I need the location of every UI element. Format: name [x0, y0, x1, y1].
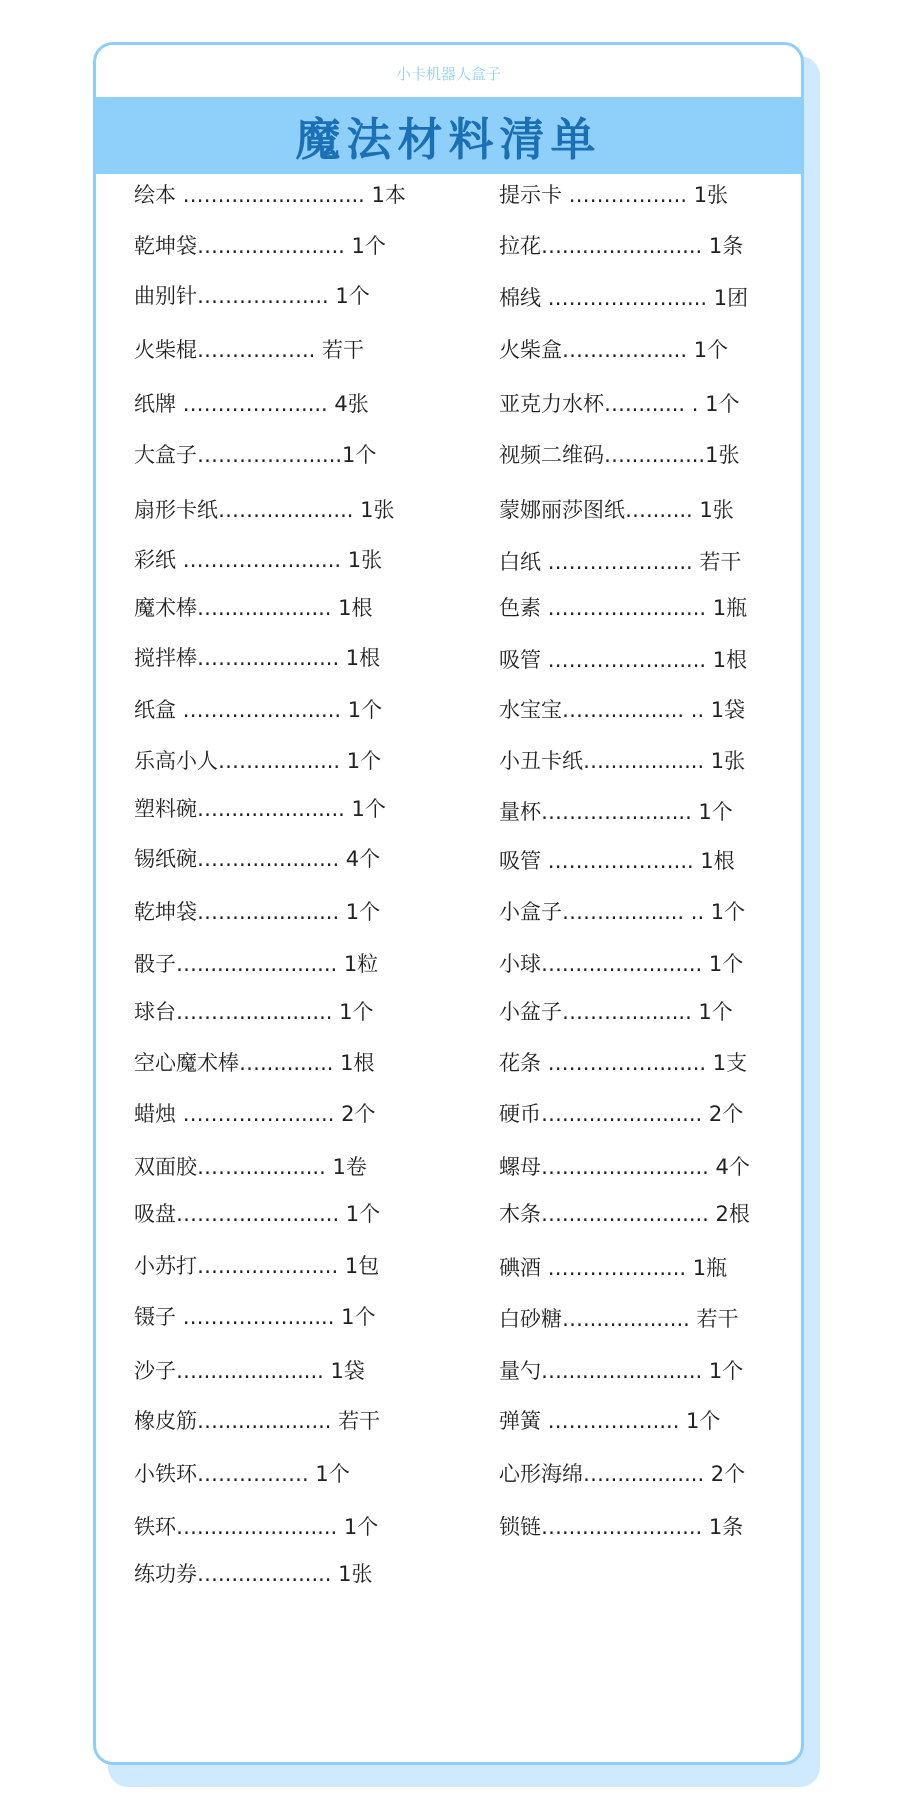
material-item: 搅拌棒……............... 1根 [134, 646, 381, 670]
material-item: 硬币…..................... 2个 [499, 1102, 744, 1126]
page-title: 魔法材料清单 [295, 113, 602, 166]
material-item: 棉线 ………………..... 1团 [499, 286, 749, 310]
material-item: 木条…...................... 2根 [499, 1202, 750, 1226]
material-item: 吸盘………............... 1个 [134, 1202, 381, 1226]
material-item: 小铁环……………. 1个 [134, 1462, 350, 1486]
material-item: 铁环…..................... 1个 [134, 1515, 379, 1539]
material-item: 乾坤袋…................... 1个 [134, 234, 386, 258]
material-item: 空心魔术棒…........... 1根 [134, 1051, 375, 1075]
title-banner [96, 97, 801, 174]
material-item: 塑料碗…................... 1个 [134, 797, 386, 821]
material-item: 小盆子……….......... 1个 [499, 1000, 733, 1024]
material-item: 白纸 ……………...... 若干 [499, 550, 742, 574]
material-item: 锡纸碗……............... 4个 [134, 847, 381, 871]
material-item: 拉花…..................... 1条 [499, 234, 744, 258]
material-item: 提示卡 …………….. 1张 [499, 183, 729, 207]
material-item: 沙子…................... 1袋 [134, 1359, 365, 1383]
material-item: 吸管 ……………........ 1根 [499, 648, 748, 672]
material-item: 吸管 ………………... 1根 [499, 849, 735, 873]
material-item: 小盒子……............ .. 1个 [499, 900, 746, 924]
material-item: 量杯………….......... 1个 [499, 800, 733, 824]
brand-label: 小卡机器人盒子 [395, 65, 501, 83]
material-item: 小丑卡纸…............... 1张 [499, 749, 746, 773]
material-item: 小球…..................... 1个 [499, 952, 744, 976]
material-item: 花条 ……………........ 1支 [499, 1051, 748, 1075]
material-item: 大盒子……………......1个 [134, 443, 377, 467]
material-item: 魔术棒…................. 1根 [134, 596, 373, 620]
material-item: 亚克力水杯…......... . 1个 [499, 392, 740, 416]
material-list-card [93, 42, 804, 1765]
material-item: 火柴盒……………... 1个 [499, 338, 729, 362]
material-item: 扇形卡纸…….............. 1张 [134, 498, 395, 522]
material-item: 蒙娜丽莎图纸…....... 1张 [499, 498, 734, 522]
material-item: 骰子…..................... 1粒 [134, 952, 379, 976]
material-item: 量勺…..................... 1个 [499, 1359, 744, 1383]
material-item: 纸盒 ……………........ 1个 [134, 698, 383, 722]
material-item: 乾坤袋……............... 1个 [134, 900, 381, 924]
material-item: 水宝宝……............ .. 1袋 [499, 698, 746, 722]
material-item: 心形海绵…............... 2个 [499, 1462, 746, 1486]
material-item: 乐高小人……............ 1个 [134, 749, 382, 773]
material-item: 火柴棍…………….. 若干 [134, 338, 365, 362]
material-item: 色素 ……………........ 1瓶 [499, 596, 748, 620]
material-item: 橡皮筋…................. 若干 [134, 1409, 381, 1433]
material-item: 小苏打….................. 1包 [134, 1254, 380, 1278]
material-item: 锁链…..................... 1条 [499, 1515, 744, 1539]
material-item: 练功券…................. 1张 [134, 1562, 373, 1586]
material-item: 弹簧 …………….... 1个 [499, 1409, 721, 1433]
material-item: 蜡烛 ……………....... 2个 [134, 1102, 376, 1126]
material-item: 视频二维码…............1张 [499, 443, 740, 467]
material-item: 双面胶……............. 1卷 [134, 1155, 367, 1179]
material-item: 白砂糖…................ 若干 [499, 1307, 739, 1331]
material-item: 球台……….............. 1个 [134, 1000, 374, 1024]
material-item: 彩纸 ……………........ 1张 [134, 548, 383, 572]
material-item: 绘本 ……..................... 1本 [134, 183, 406, 207]
material-item: 镊子 ……………....... 1个 [134, 1305, 376, 1329]
material-item: 螺母…...................... 4个 [499, 1155, 750, 1179]
material-item: 曲别针…………….... 1个 [134, 284, 370, 308]
material-item: 纸牌 ……………...... 4张 [134, 392, 369, 416]
material-item: 碘酒 ……………..... 1瓶 [499, 1256, 728, 1280]
